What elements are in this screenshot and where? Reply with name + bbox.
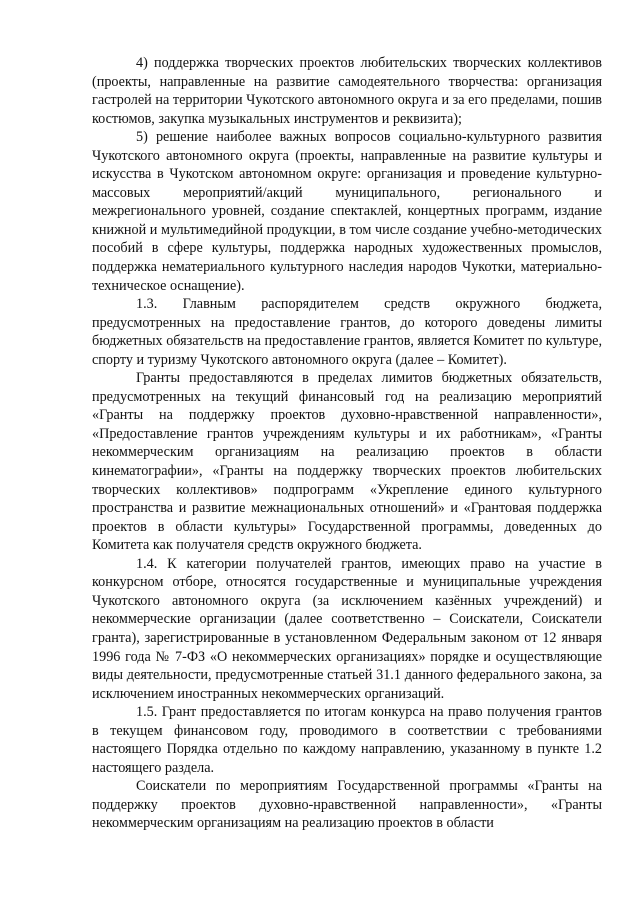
paragraph-item-4-amateur-projects: 4) поддержка творческих проектов любительских творческих коллективов (проекты, направленные на развитие самодеятельного творчества: организация гастролей на территории Чукотского автономного округа и за его пределами, пошив костюмов, закупка музыкальных инструментов и реквизита); <box>92 55 602 127</box>
document-page <box>92 54 602 833</box>
paragraph-item-5-sociocultural-issues: 5) решение наиболее важных вопросов социально-культурного развития Чукотского автономного округа (проекты, направленные на развитие культуры и искусства в Чукотском автономном округе: организация и проведение культурно-массовых мероприятий/акций муниципального, регионального и межрегионального уровней, создание спектаклей, концертных программ, издание книжной и мультимедийной продукции, в том числе создание учебно-методических пособий в сфере культуры, поддержка народных художественных промыслов, поддержка нематериального культурного наследия народов Чукотки, материально-техническое оснащение). <box>92 129 602 294</box>
paragraph-1-5-competition: 1.5. Грант предоставляется по итогам конкурса на право получения грантов в текущем финансовом году, проводимого в соответствии с требованиями настоящего Порядка отдельно по каждому направлению, указанному в пункте 1.2 настоящего раздела. <box>92 704 602 776</box>
paragraph-1-4-recipient-categories: 1.4. К категории получателей грантов, имеющих право на участие в конкурсном отборе, относятся государственные и муниципальные учреждения Чукотского автономного округа (за исключением казённых учреждений) и некоммерческие организации (далее соответственно – Соискатели, Соискатели гранта), зарегистрированные в установленном Федеральным законом от 12 января 1996 года № 7-ФЗ «О некоммерческих организациях» порядке и осуществляющие виды деятельности, предусмотренные статьей 31.1 данного федерального закона, за исключением иностранных некоммерческих организаций. <box>92 555 602 702</box>
paragraph-applicants: Соискатели по мероприятиям Государственной программы «Гранты на поддержку проектов духовно-нравственной направленности», «Гранты некоммерческим организациям на реализацию проектов в области <box>92 778 602 832</box>
paragraph-1-3-chief-administrator: 1.3. Главным распорядителем средств окружного бюджета, предусмотренных на предоставление грантов, до которого доведены лимиты бюджетных обязательств на предоставление грантов, является Комитет по культуре, спорту и туризму Чукотского автономного округа (далее – Комитет). <box>92 296 603 368</box>
paragraph-grant-limits: Гранты предоставляются в пределах лимитов бюджетных обязательств, предусмотренных на текущий финансовый год на реализацию мероприятий «Гранты на поддержку проектов духовно-нравственной направленности», «Предоставление грантов учреждениям культуры и их работникам», «Гранты некоммерческим организациям на реализацию проектов в области кинематографии», «Гранты на поддержку творческих проектов любительских творческих коллективов» подпрограмм «Укрепление единого культурного пространства и развитие межнациональных отношений» и «Грантовая поддержка проектов в области культуры» Государственной программы, доведенных до Комитета как получателя средств окружного бюджета. <box>92 370 602 554</box>
